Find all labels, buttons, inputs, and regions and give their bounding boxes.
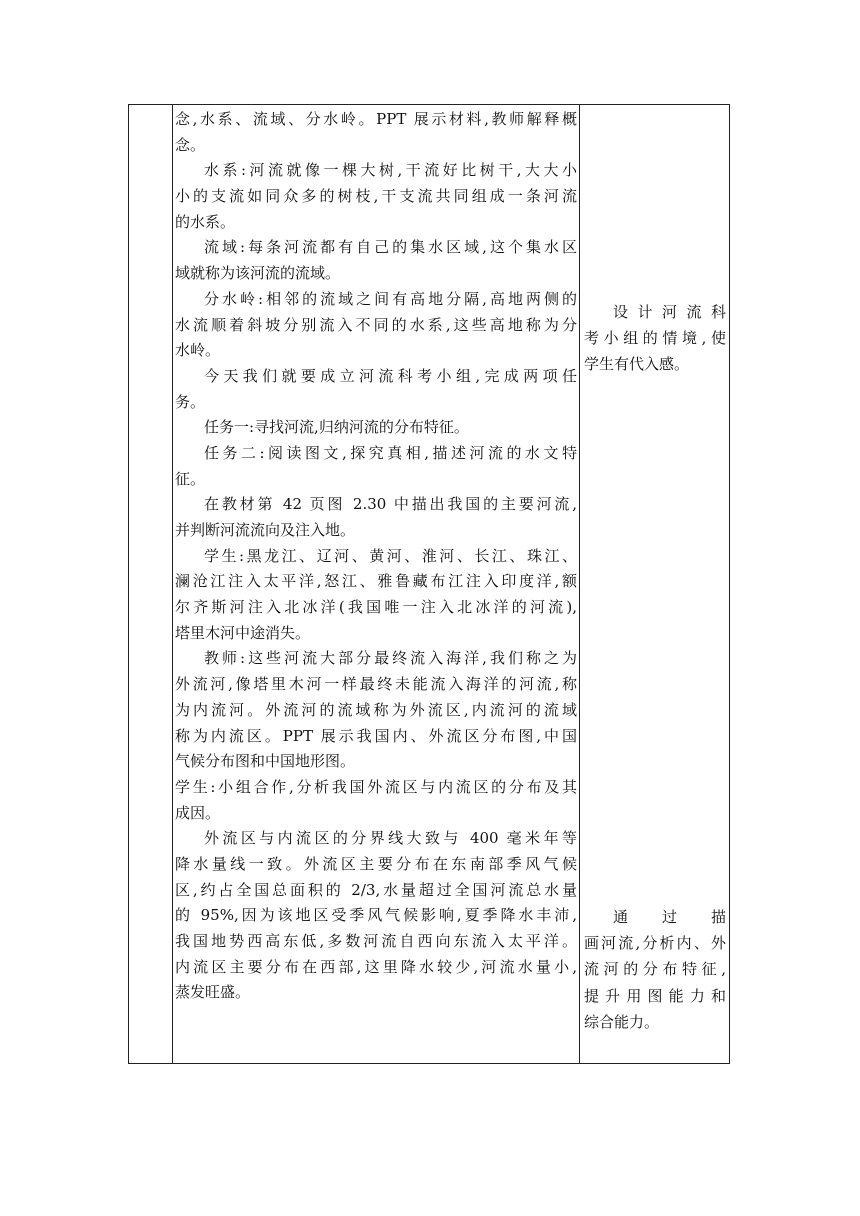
- paragraph-textbook-activity: 在教材第 42 页图 2.30 中描出我国的主要河流, 并判断河流流向及注入地。: [175, 495, 577, 539]
- paragraph-basin: 流域:每条河流都有自己的集水区域,这个集水区 域就称为该河流的流域。: [175, 238, 577, 283]
- paragraph-summary: 外流区与内流区的分界线大致与 400 毫米年等 降水量线一致。外流区主要分布在东南部季风气候 区,约占全国总面积的 2/3,水量超过全国河流总水量 的 95%,因为该地区受季风气候影响,夏季降水丰沛, 我国地势西高东低,多数河流自西向东流入太平洋。 内流区主要分布在西部,这里降水较少,河流水量小, 蒸发旺盛。: [175, 829, 577, 1002]
- paragraph-watershed: 分水岭:相邻的流域之间有高地分隔,高地两侧的 水流顺着斜坡分别流入不同的水系,这些高地称为分 水岭。: [175, 289, 577, 360]
- paragraph-student-answer: 学生:黑龙江、辽河、黄河、淮河、长江、珠江、 澜沧江注入太平洋,怒江、雅鲁藏布江注入印度洋,额 尔齐斯河注入北冰洋(我国唯一注入北冰洋的河流), 塔里木河中途消失。: [175, 546, 577, 642]
- lesson-plan-table: [128, 104, 730, 1064]
- teaching-process-column: [175, 107, 577, 1006]
- paragraph-task-two: 任务二:阅读图文,探究真相,描述河流的水文特 征。: [175, 443, 577, 488]
- paragraph-task-one: 任务一:寻找河流,归纳河流的分布特征。: [204, 418, 469, 437]
- table-divider-2: [579, 105, 580, 1063]
- table-divider-1: [172, 105, 173, 1063]
- paragraph-group-work: 学生:小组合作,分析我国外流区与内流区的分布及其 成因。: [175, 777, 577, 822]
- paragraph-intro: 念,水系、流域、分水岭。PPT 展示材料,教师解释概 念。: [175, 110, 577, 154]
- design-intent-note-1: 设 计 河 流 科 考小组的情境,使 学生有代入感。: [584, 303, 726, 374]
- paragraph-teacher-explanation: 教师:这些河流大部分最终流入海洋,我们称之为 外流河,像塔里木河一样最终未能流入海洋的河流,称 为内流河。外流河的流域称为外流区,内流河的流域 称为内流区。PPT 展示我国内、外流区分布图,中国 气候分布图和中国地形图。: [175, 649, 577, 771]
- paragraph-water-system: 水系:河流就像一棵大树,干流好比树干,大大小 小的支流如同众多的树枝,干支流共同组成一条河流 的水系。: [175, 161, 577, 231]
- design-intent-note-2: 通 过 描 画河流,分析内、外 流河的分布特征, 提 升 用 图 能 力 和 综合能力。: [584, 908, 726, 1031]
- paragraph-science-group: 今天我们就要成立河流科考小组,完成两项任 务。: [175, 366, 577, 411]
